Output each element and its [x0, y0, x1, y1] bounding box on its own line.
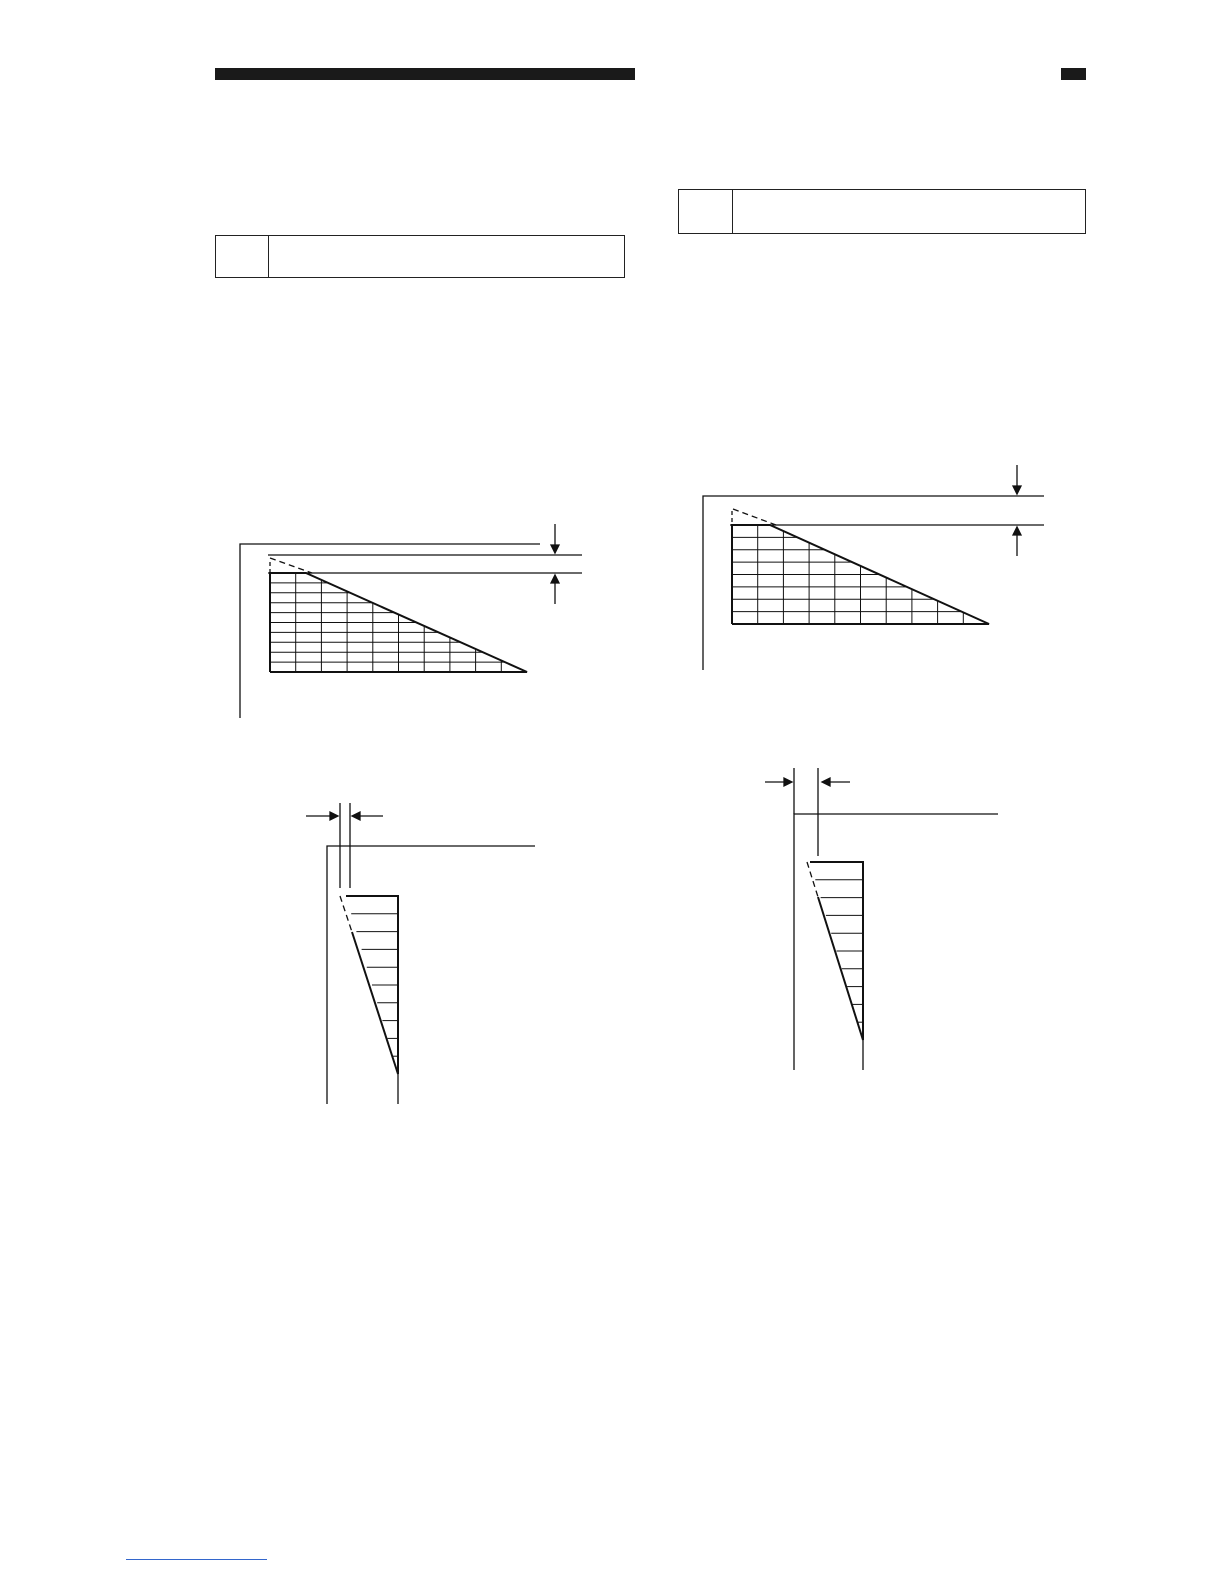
footer-link[interactable]: [126, 1559, 267, 1560]
arrow-right-icon: [784, 778, 792, 786]
paper-edge-line: [794, 814, 998, 1070]
arrow-left-icon: [822, 778, 830, 786]
